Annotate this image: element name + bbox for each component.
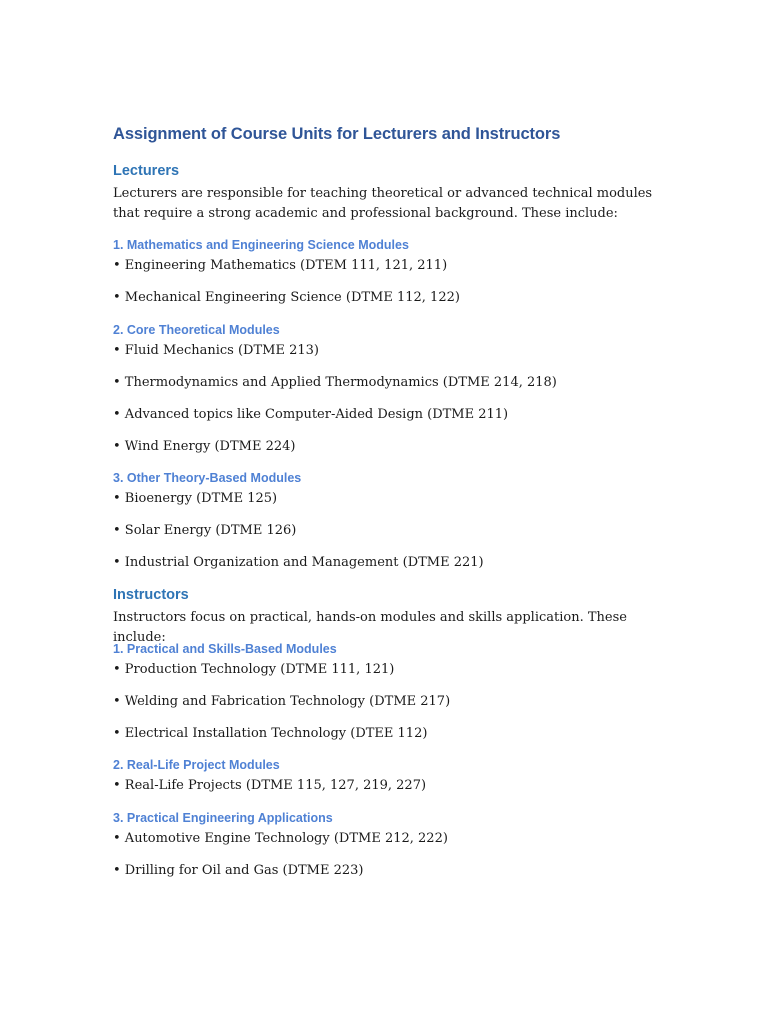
document-title: Assignment of Course Units for Lecturers and Instructors — [113, 125, 561, 143]
section-heading-lecturers: Lecturers — [113, 163, 180, 179]
group-heading-practical-skills: 1. Practical and Skills-Based Modules — [113, 642, 337, 656]
list-item: • Thermodynamics and Applied Thermodynamics (DTME 214, 218) — [113, 375, 557, 390]
list-item: • Real-Life Projects (DTME 115, 127, 219, 227) — [113, 778, 427, 793]
section-heading-instructors: Instructors — [113, 587, 189, 603]
instructors-intro: Instructors focus on practical, hands-on modules and skills application. These include: — [113, 610, 627, 645]
list-item: • Electrical Installation Technology (DTEE 112) — [113, 726, 428, 741]
list-item: • Welding and Fabrication Technology (DTME 217) — [113, 694, 451, 709]
group-heading-core-theoretical: 2. Core Theoretical Modules — [113, 323, 280, 337]
list-item: • Mechanical Engineering Science (DTME 112, 122) — [113, 290, 460, 305]
list-item: • Fluid Mechanics (DTME 213) — [113, 343, 319, 358]
lecturers-intro: Lecturers are responsible for teaching theoretical or advanced technical modules that require a strong academic and professional background. These include: — [113, 186, 653, 221]
list-item: • Drilling for Oil and Gas (DTME 223) — [113, 863, 364, 878]
list-item: • Bioenergy (DTME 125) — [113, 491, 278, 506]
group-heading-other-theory: 3. Other Theory-Based Modules — [113, 471, 302, 485]
list-item: • Advanced topics like Computer-Aided Design (DTME 211) — [113, 407, 509, 422]
group-heading-real-life-projects: 2. Real-Life Project Modules — [113, 758, 280, 772]
list-item: • Engineering Mathematics (DTEM 111, 121, 211) — [113, 258, 448, 273]
list-item: • Solar Energy (DTME 126) — [113, 523, 297, 538]
group-heading-math-engineering-science: 1. Mathematics and Engineering Science Modules — [113, 238, 409, 252]
list-item: • Wind Energy (DTME 224) — [113, 439, 296, 454]
list-item: • Production Technology (DTME 111, 121) — [113, 662, 395, 677]
list-item: • Automotive Engine Technology (DTME 212, 222) — [113, 831, 448, 846]
list-item: • Industrial Organization and Management (DTME 221) — [113, 555, 484, 570]
group-heading-practical-engineering: 3. Practical Engineering Applications — [113, 811, 333, 825]
